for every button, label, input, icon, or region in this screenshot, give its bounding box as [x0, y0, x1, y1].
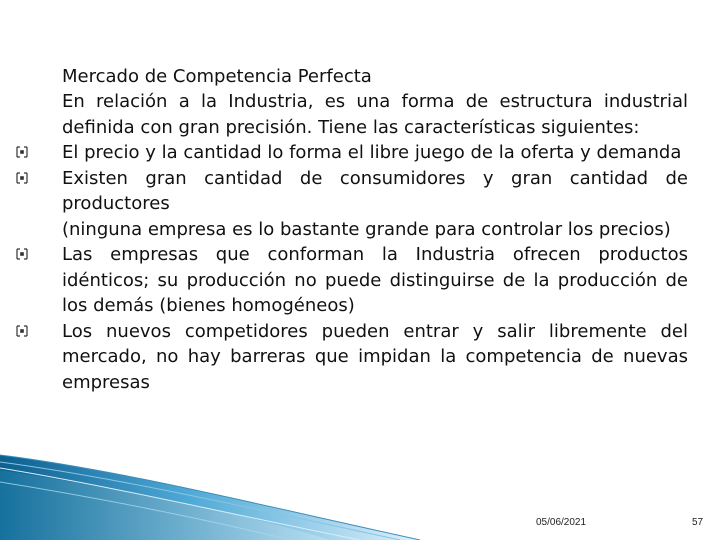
- bullet-item: [62, 319, 688, 396]
- intro-paragraph: En relación a la Industria, es una forma de estructura industrial definida con gran precisión. Tiene las características siguientes:: [62, 91, 688, 138]
- bullet-text: Existen gran cantidad de consumidores y gran cantidad de productores: [62, 167, 688, 214]
- bracket-square-icon: [16, 248, 28, 260]
- bullet-item: [62, 242, 688, 319]
- slide-body: [62, 64, 688, 395]
- bullet-text: Los nuevos competidores pueden entrar y salir libremente del mercado, no hay barreras que impidan la competencia de nuevas empresas: [62, 320, 688, 393]
- page-number: 57: [692, 517, 704, 528]
- bullet-item: [62, 166, 688, 217]
- bullet-item: [62, 140, 688, 166]
- footer-date: 05/06/2021: [536, 517, 587, 528]
- slide-title: Mercado de Competencia Perfecta: [62, 66, 372, 87]
- bracket-square-icon: [16, 146, 28, 158]
- bullet-text: El precio y la cantidad lo forma el libre juego de la oferta y demanda: [62, 142, 682, 163]
- bracket-square-icon: [16, 172, 28, 184]
- bracket-square-icon: [16, 325, 28, 337]
- bullet-text: Las empresas que conforman la Industria ofrecen productos idénticos; su producción no puede distinguirse de la producción de los demás (bienes homogéneos): [62, 244, 688, 316]
- note-paragraph: (ninguna empresa es lo bastante grande para controlar los precios): [62, 218, 671, 240]
